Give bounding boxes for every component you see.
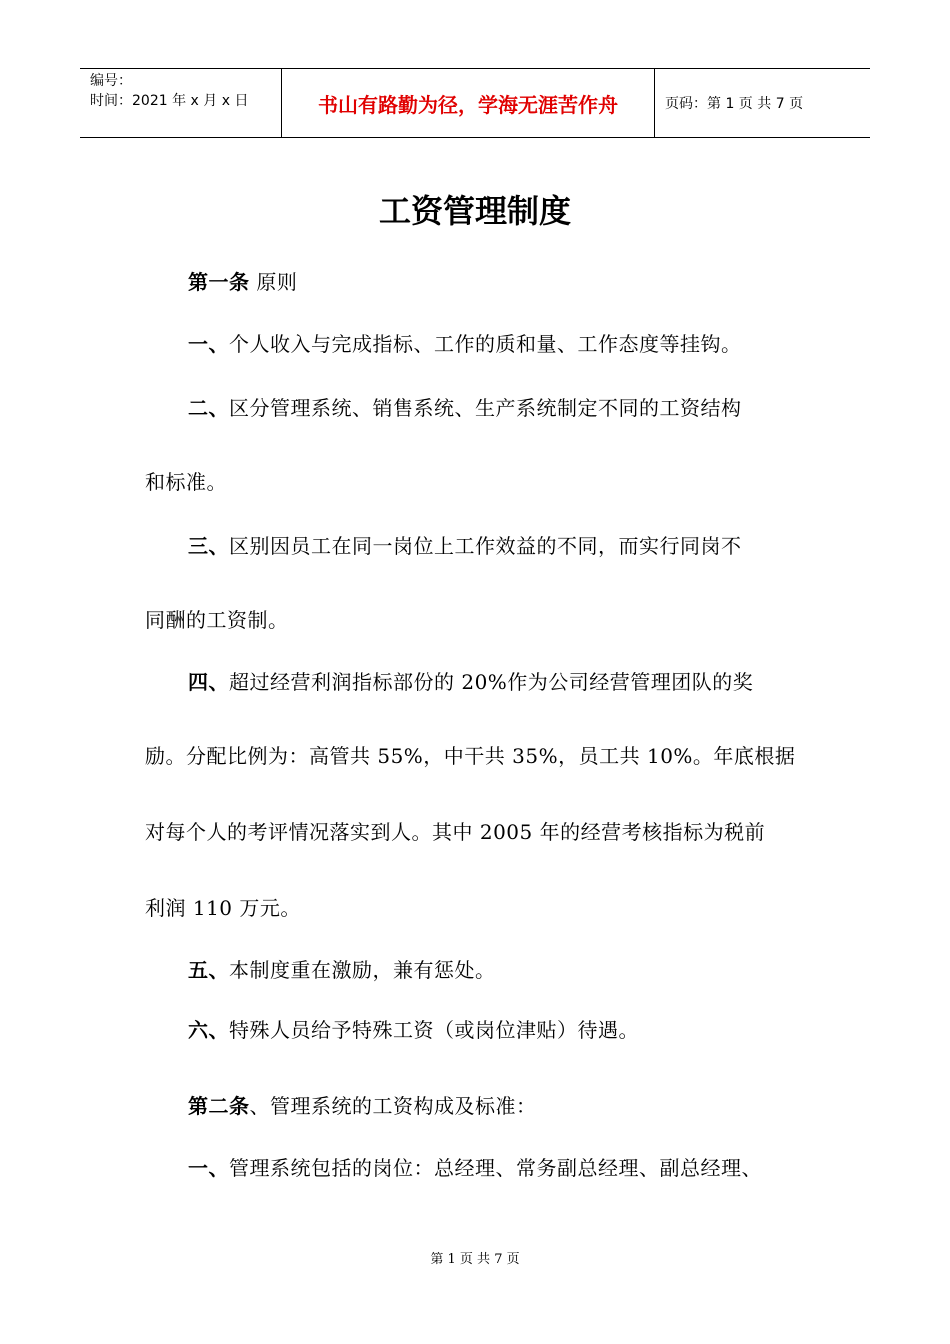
body-line <box>188 392 878 421</box>
line-text: 励。分配比例为：高管共 55%，中干共 35%，员工共 10%。年底根据 <box>145 744 796 768</box>
line-text: 个人收入与完成指标、工作的质和量、工作态度等挂钩。 <box>229 332 742 356</box>
line-text: 本制度重在激励，兼有惩处。 <box>229 958 496 982</box>
header-number-label: 编号： <box>90 73 132 89</box>
header-slogan: 书山有路勤为径，学海无涯苦作舟 <box>318 92 618 117</box>
clause-heading: 第一条 <box>188 270 250 294</box>
body-line <box>188 266 878 295</box>
body-line <box>188 666 878 695</box>
body-line <box>145 466 835 495</box>
clause-heading: 第二条 <box>188 1094 250 1118</box>
line-text: 和标准。 <box>145 470 227 494</box>
body-line <box>188 530 878 559</box>
clause-heading: 一、 <box>188 1156 229 1180</box>
body-line <box>188 328 878 357</box>
body-line <box>188 1014 878 1043</box>
body-line <box>145 604 835 633</box>
clause-heading: 六、 <box>188 1018 229 1042</box>
page-footer: 第 1 页 共 7 页 <box>430 1252 520 1267</box>
line-text: 原则 <box>249 270 298 294</box>
line-text: 、管理系统的工资构成及标准： <box>249 1094 537 1118</box>
body-line <box>188 1090 878 1119</box>
body-line <box>188 954 878 983</box>
clause-heading: 四、 <box>188 670 229 694</box>
header-meta <box>80 69 282 137</box>
document-title: 工资管理制度 <box>378 192 571 230</box>
clause-heading: 三、 <box>188 534 229 558</box>
body-line <box>145 816 835 845</box>
line-text: 利润 110 万元。 <box>145 896 301 920</box>
line-text: 同酬的工资制。 <box>145 608 289 632</box>
line-text: 对每个人的考评情况落实到人。其中 2005 年的经营考核指标为税前 <box>145 820 766 844</box>
line-text: 管理系统包括的岗位：总经理、常务副总经理、副总经理、 <box>229 1156 762 1180</box>
body-line <box>145 892 835 921</box>
clause-heading: 二、 <box>188 396 229 420</box>
line-text: 区分管理系统、销售系统、生产系统制定不同的工资结构 <box>229 396 742 420</box>
line-text: 特殊人员给予特殊工资（或岗位津贴）待遇。 <box>229 1018 639 1042</box>
clause-heading: 五、 <box>188 958 229 982</box>
document-header <box>80 68 870 138</box>
line-text: 超过经营利润指标部份的 20%作为公司经营管理团队的奖 <box>229 670 754 694</box>
header-slogan-cell <box>282 69 655 137</box>
header-page-info: 页码：第 1 页 共 7 页 <box>665 96 804 112</box>
clause-heading: 一、 <box>188 332 229 356</box>
body-line <box>188 1152 878 1181</box>
header-time-label: 时间：2021 年 x 月 x 日 <box>90 93 249 109</box>
line-text: 区别因员工在同一岗位上工作效益的不同，而实行同岗不 <box>229 534 742 558</box>
body-line <box>145 740 835 769</box>
